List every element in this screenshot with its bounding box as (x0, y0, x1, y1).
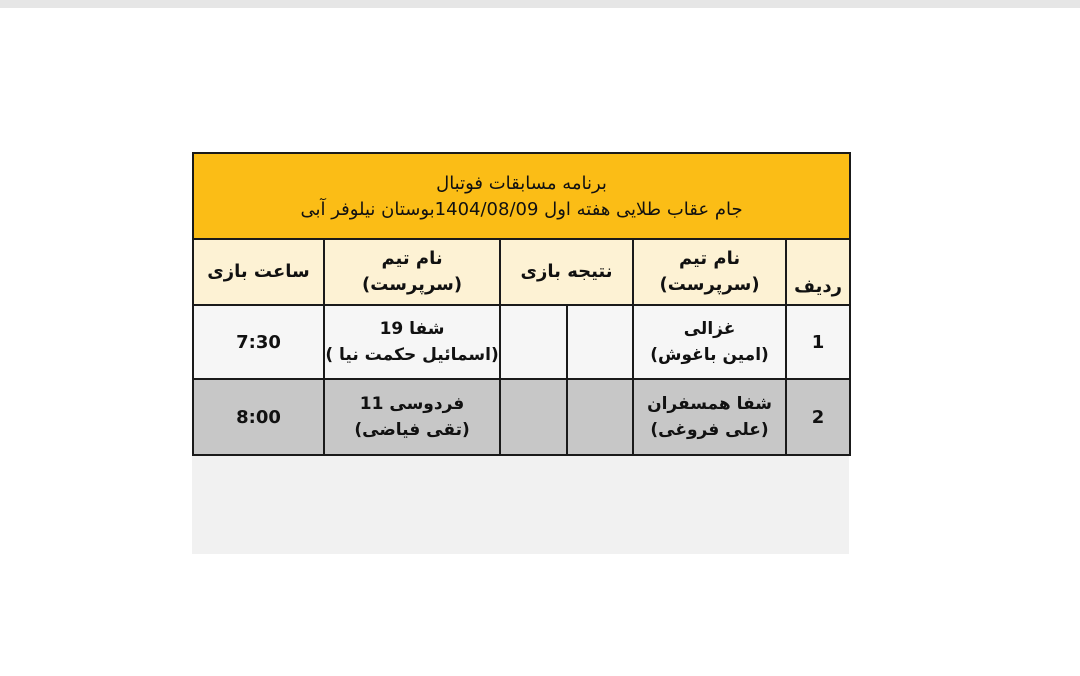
row-number: 1 (786, 305, 850, 379)
team-b-coach: (اسمائیل حکمت نیا ) (325, 345, 499, 365)
score-a-cell (567, 305, 633, 379)
team-b-name: فردوسی 11 (359, 394, 465, 414)
top-strip (0, 0, 1080, 8)
table-row (193, 305, 850, 379)
score-b-cell (500, 379, 567, 455)
score-b-cell (500, 305, 567, 379)
title-cell (193, 153, 850, 239)
match-schedule-table (192, 152, 851, 456)
title-row (193, 153, 850, 239)
team-a-cell (633, 305, 786, 379)
header-team-a-title: نام تیم (678, 248, 741, 269)
team-b-name: شفا 19 (379, 319, 445, 339)
team-a-name: شفا همسفران (647, 394, 772, 414)
header-time: ساعت بازی (193, 239, 324, 305)
team-a-name: غزالی (683, 319, 736, 339)
match-time: 8:00 (193, 379, 324, 455)
header-team-b-sub: (سرپرست) (362, 274, 463, 295)
title-line-2: جام عقاب طلایی هفته اول 1404/08/09بوستان نیلوفر آبی (300, 199, 743, 220)
team-a-coach: (علی فروغی) (650, 420, 769, 440)
header-row-number: ردیف (786, 239, 850, 305)
header-team-b-title: نام تیم (381, 248, 443, 269)
team-b-cell (324, 305, 500, 379)
team-b-cell (324, 379, 500, 455)
score-a-cell (567, 379, 633, 455)
header-team-a (633, 239, 786, 305)
title-line-1: برنامه مسابقات فوتبال (436, 173, 607, 194)
column-header-row (193, 239, 850, 305)
header-team-a-sub: (سرپرست) (659, 274, 760, 295)
table-row (193, 379, 850, 455)
row-number: 2 (786, 379, 850, 455)
team-a-coach: (امین باغوش) (650, 345, 769, 365)
match-time: 7:30 (193, 305, 324, 379)
team-a-cell (633, 379, 786, 455)
team-b-coach: (تقی فیاضی) (354, 420, 470, 440)
header-result: نتیجه بازی (500, 239, 633, 305)
header-team-b (324, 239, 500, 305)
